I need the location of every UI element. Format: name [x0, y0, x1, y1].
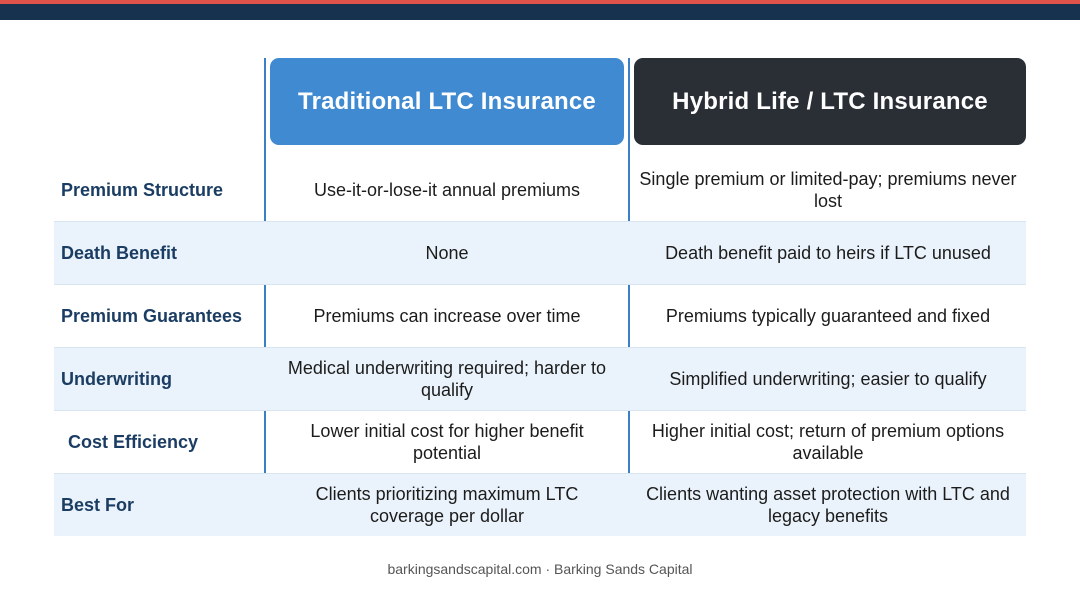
- traditional-cell: None: [425, 243, 469, 263]
- hybrid-cell: Single premium or limited-pay; premiums never lost: [639, 169, 1017, 211]
- hybrid-ltc-header-text: Hybrid Life / LTC Insurance: [672, 87, 988, 115]
- top-accent-stripe: [0, 0, 1080, 4]
- traditional-cell: Clients prioritizing maximum LTC coverage per dollar: [315, 484, 579, 526]
- table-row-death-benefit: [54, 222, 1026, 285]
- table-row-premium-structure: [54, 159, 1026, 222]
- hybrid-cell: Simplified underwriting; easier to qualify: [669, 369, 987, 389]
- row-label: Underwriting: [61, 368, 172, 389]
- hybrid-cell: Premiums typically guaranteed and fixed: [665, 306, 991, 326]
- hybrid-cell: Higher initial cost; return of premium options available: [651, 421, 1005, 463]
- row-label: Cost Efficiency: [68, 431, 199, 452]
- table-row-cost-efficiency: [54, 411, 1026, 474]
- hybrid-cell: Death benefit paid to heirs if LTC unused: [665, 243, 991, 263]
- table-row-premium-guarantees: [54, 285, 1026, 348]
- table-row-best-for: [54, 474, 1026, 536]
- hybrid-cell: Clients wanting asset protection with LTC and legacy benefits: [646, 484, 1010, 526]
- hybrid-ltc-header: [634, 58, 1026, 145]
- traditional-cell: Premiums can increase over time: [313, 306, 581, 326]
- table-row-underwriting: [54, 348, 1026, 411]
- footer-credit: barkingsandscapital.com · Barking Sands Capital: [387, 561, 693, 577]
- comparison-table: [54, 159, 1026, 536]
- traditional-cell: Use-it-or-lose-it annual premiums: [313, 180, 581, 200]
- row-label: Death Benefit: [61, 242, 178, 263]
- row-label: Best For: [61, 494, 135, 515]
- traditional-cell: Lower initial cost for higher benefit potential: [310, 421, 584, 463]
- traditional-ltc-header-text: Traditional LTC Insurance: [298, 87, 596, 115]
- row-label: Premium Guarantees: [61, 305, 243, 326]
- traditional-cell: Medical underwriting required; harder to qualify: [287, 358, 607, 400]
- traditional-ltc-header: [270, 58, 624, 145]
- row-label: Premium Structure: [61, 179, 224, 200]
